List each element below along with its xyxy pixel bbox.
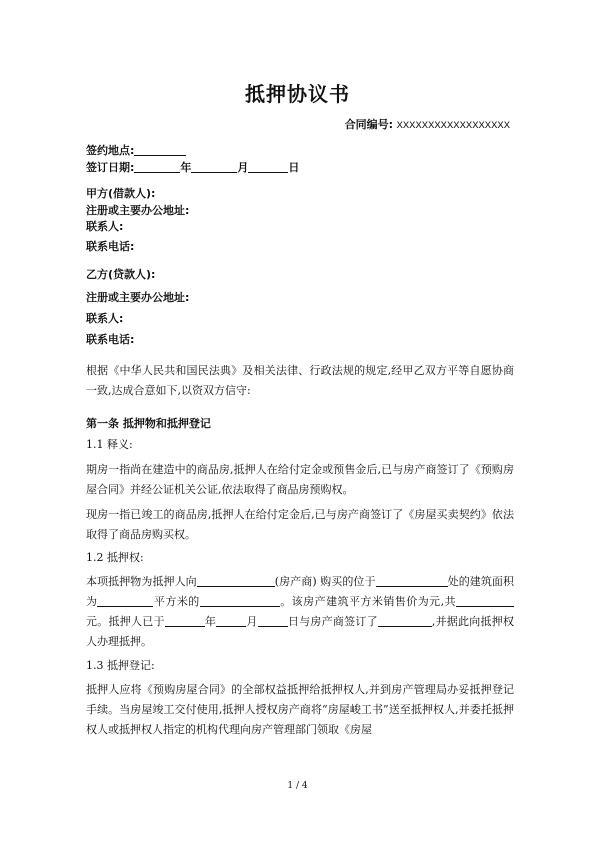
intro-paragraph: 根据《中华人民共和国民法典》及相关法律、行政法规的规定,经甲乙双方平等自愿协商一致,达成合意如下,以资双方信守: [86, 364, 514, 397]
party-b-contact: 联系人: [86, 312, 124, 325]
property-blank [200, 594, 280, 607]
party-b-title: 乙方(贷款人): [86, 268, 156, 281]
signing-day-blank [248, 160, 288, 173]
signing-place-line [86, 142, 514, 160]
s2-text-6: 元。抵押人已于 [86, 615, 165, 628]
party-a-address: 注册或主要办公地址: [86, 204, 190, 217]
section-1-1-paragraph-2: 现房一指已竣工的商品房,抵押人在给付定金后,已与房产商签订了《房屋买卖契约》依法取得了商品房购买权。 [86, 508, 514, 541]
s2-text-7: 年 [204, 615, 217, 628]
s2-text-1: 本项抵押物为抵押人向 [86, 575, 197, 588]
s2-text-9: 日与房产商签订了 [287, 615, 378, 628]
developer-blank [197, 574, 275, 587]
contract-number-value: XXXXXXXXXXXXXXXXXX [396, 120, 510, 132]
total-price-blank [456, 594, 514, 607]
contract-number [345, 116, 510, 132]
section-1-1-paragraph-1: 期房一指尚在建造中的商品房,抵押人在给付定金或预售金后,已与房产商签订了《预购房屋合同》并经公证机关公证,依法取得了商品房预购权。 [86, 463, 514, 496]
signing-place-blank [134, 143, 186, 156]
area-blank [97, 594, 153, 607]
s2-text-3: 处的建筑面积为 [86, 575, 514, 608]
s2-text-2: (房产商) 购买的位于 [274, 575, 376, 588]
party-b-address: 注册或主要办公地址: [86, 291, 190, 304]
signing-month-blank [191, 160, 237, 173]
s2-text-8: 月 [246, 615, 258, 628]
location-blank [376, 574, 448, 587]
s2-text-10: ,并据此向抵押权人办理抵押。 [86, 615, 515, 648]
party-b-phone: 联系电话: [86, 333, 135, 346]
section-1-1-title: 1.1 释义: [86, 438, 133, 451]
section-1-3-paragraph: 抵押人应将《预购房屋合同》的全部权益抵押给抵押权人,并到房产管理局办妥抵押登记手续。当房屋竣工交付使用,抵押人授权房产商将“房屋峻工书”送至抵押权人,并委托抵押权人或抵押权人指定的机构代理向房产管理部门领取《房屋 [86, 683, 514, 736]
party-a-contact: 联系人: [86, 220, 124, 233]
s2-text-4: 平方米的 [153, 595, 200, 608]
signing-date-label: 签订日期: [86, 161, 135, 174]
contract-year-blank [165, 614, 205, 627]
signing-month-label: 月 [237, 161, 249, 174]
party-a-title: 甲方(借款人): [86, 187, 156, 200]
contract-name-blank [378, 614, 432, 627]
contract-day-blank [258, 614, 288, 627]
document-title: 抵押协议书 [245, 82, 350, 106]
contract-number-label: 合同编号: [344, 118, 394, 131]
section-1-3-title: 1.3 抵押登记: [86, 659, 155, 672]
article-1-heading: 第一条 抵押物和抵押登记 [86, 417, 211, 430]
section-1-2-title: 1.2 抵押权: [86, 551, 144, 564]
signing-date-line [86, 159, 514, 177]
party-a-phone: 联系电话: [86, 240, 135, 253]
signing-place-label: 签约地点: [86, 144, 135, 157]
s2-text-5: 。该房产建筑平方米销售价为元,共 [279, 595, 457, 608]
signing-day-label: 日 [288, 161, 300, 174]
page-number: 1 / 4 [287, 781, 308, 791]
section-1-2-paragraph [86, 572, 514, 652]
signing-year-label: 年 [180, 161, 192, 174]
signing-year-blank [134, 160, 180, 173]
contract-month-blank [216, 614, 246, 627]
